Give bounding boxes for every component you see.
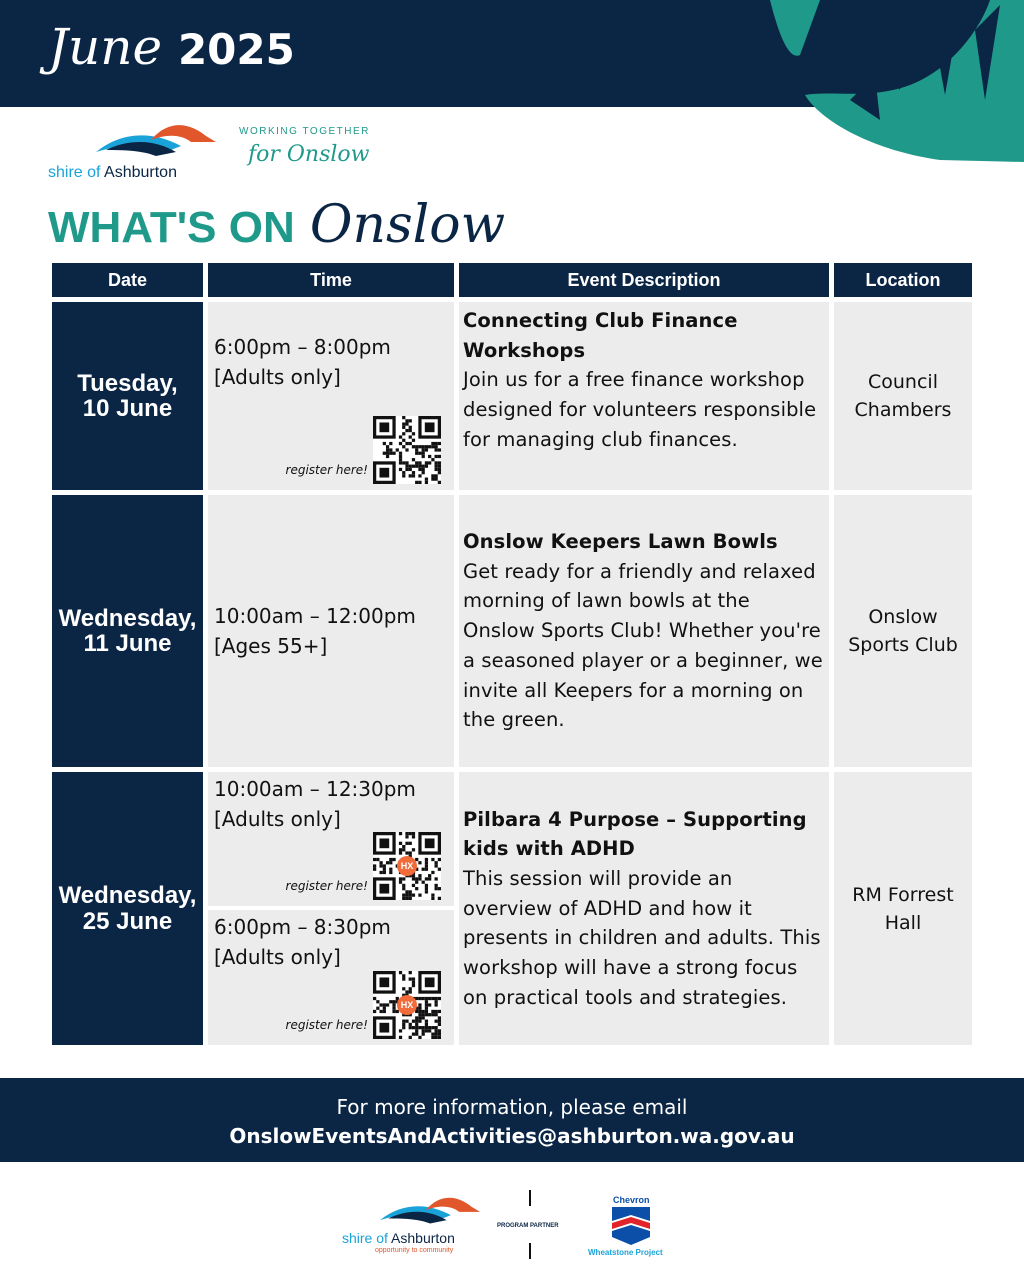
column-header-location: Location xyxy=(834,263,972,297)
register-label: register here! xyxy=(285,1018,368,1032)
for-onslow-label: for Onslow xyxy=(248,142,370,167)
audience-label: [Adults only] xyxy=(214,807,341,831)
event-description: This session will provide an overview of ADHD and how it presents in children and adults. This workshop will have a strong focus on practical tools and strategies. xyxy=(463,866,821,1009)
time-range: 6:00pm – 8:30pm xyxy=(214,915,391,939)
shire-of-ashburton-footer-logo xyxy=(340,1195,480,1257)
headline-main: WHAT'S ON xyxy=(48,203,295,252)
date-day: 25 June xyxy=(82,907,173,935)
brush-stroke-decoration xyxy=(760,0,1024,165)
divider-bottom xyxy=(529,1243,531,1259)
column-header-date: Date xyxy=(52,263,203,297)
table-row-date xyxy=(52,302,203,490)
program-partner-label: PROGRAM PARTNER xyxy=(497,1223,559,1229)
divider-top xyxy=(529,1190,531,1206)
event-title: Onslow Keepers Lawn Bowls xyxy=(463,530,778,554)
register-qr-code[interactable] xyxy=(373,971,441,1039)
shire-logo-text xyxy=(48,164,177,182)
date-weekday: Wednesday, xyxy=(58,604,197,632)
month-label: June xyxy=(48,18,163,76)
location-line: Chambers xyxy=(854,399,952,421)
location-line: Council xyxy=(868,371,938,393)
audience-label: [Ages 55+] xyxy=(214,634,328,658)
table-row-time xyxy=(208,495,454,767)
chevron-shield-icon xyxy=(612,1207,650,1245)
date-weekday: Wednesday, xyxy=(58,882,197,910)
event-title: Pilbara 4 Purpose – Supporting kids with ADHD xyxy=(463,807,807,861)
table-row-location xyxy=(834,302,972,490)
table-row-time xyxy=(208,772,454,906)
table-row-description xyxy=(459,772,829,1045)
shire-name: Ashburton xyxy=(104,164,177,181)
shire-prefix: shire of xyxy=(48,164,101,181)
location-line: RM Forrest xyxy=(852,883,954,906)
qr-brand-icon: HX xyxy=(397,995,417,1015)
qr-brand-icon: HX xyxy=(397,856,417,876)
location-line: Hall xyxy=(884,911,922,934)
event-description: Get ready for a friendly and relaxed morning of lawn bowls at the Onslow Sports Club! Whether you're a seasoned player or a beginner, we invite all Keepers for a morning on the green. xyxy=(463,559,823,732)
event-description: Join us for a free finance workshop designed for volunteers responsible for managing club finances. xyxy=(463,368,817,451)
footer-info-text: For more information, please email xyxy=(336,1095,688,1119)
register-qr-code[interactable] xyxy=(373,416,441,484)
chevron-logo xyxy=(588,1195,680,1259)
table-row-location xyxy=(834,772,972,1045)
location-line: Sports Club xyxy=(848,634,958,656)
shire-logo-text xyxy=(342,1230,455,1246)
hills-icon xyxy=(380,1195,480,1227)
time-range: 6:00pm – 8:00pm xyxy=(214,335,391,359)
working-together-label: WORKING TOGETHER xyxy=(239,126,370,137)
register-qr-code[interactable] xyxy=(373,832,441,900)
contact-email-link[interactable]: OnslowEventsAndActivities@ashburton.wa.gov.au xyxy=(229,1124,795,1148)
event-title: Connecting Club Finance Workshops xyxy=(463,309,738,362)
column-header-description: Event Description xyxy=(459,263,829,297)
hills-icon xyxy=(96,122,216,160)
contact-footer xyxy=(0,1078,1024,1162)
page-title xyxy=(48,195,505,255)
table-row-date xyxy=(52,772,203,1045)
shire-name: Ashburton xyxy=(391,1230,455,1246)
register-label: register here! xyxy=(285,879,368,893)
headline-script: Onslow xyxy=(309,195,506,255)
table-row-time xyxy=(208,910,454,1045)
qr-pattern xyxy=(373,416,441,484)
audience-label: [Adults only] xyxy=(214,365,341,389)
month-title xyxy=(48,18,295,76)
table-row-time xyxy=(208,302,454,490)
shire-prefix: shire of xyxy=(342,1230,388,1246)
register-label: register here! xyxy=(285,463,368,477)
shire-of-ashburton-logo xyxy=(48,122,218,186)
chevron-name: Chevron xyxy=(613,1195,650,1205)
time-range: 10:00am – 12:30pm xyxy=(214,777,416,801)
table-row-date xyxy=(52,495,203,767)
location-line: Onslow xyxy=(868,606,938,628)
table-row-location xyxy=(834,495,972,767)
time-range: 10:00am – 12:00pm xyxy=(214,604,416,628)
date-weekday: Tuesday, xyxy=(77,369,178,397)
date-day: 11 June xyxy=(83,630,172,657)
table-row-description xyxy=(459,302,829,490)
shire-tagline: opportunity to community xyxy=(375,1247,454,1254)
year-label: 2025 xyxy=(177,25,295,74)
table-row-description xyxy=(459,495,829,767)
column-header-time: Time xyxy=(208,263,454,297)
wheatstone-label: Wheatstone Project xyxy=(588,1248,663,1257)
audience-label: [Adults only] xyxy=(214,945,341,969)
date-day: 10 June xyxy=(82,395,173,422)
